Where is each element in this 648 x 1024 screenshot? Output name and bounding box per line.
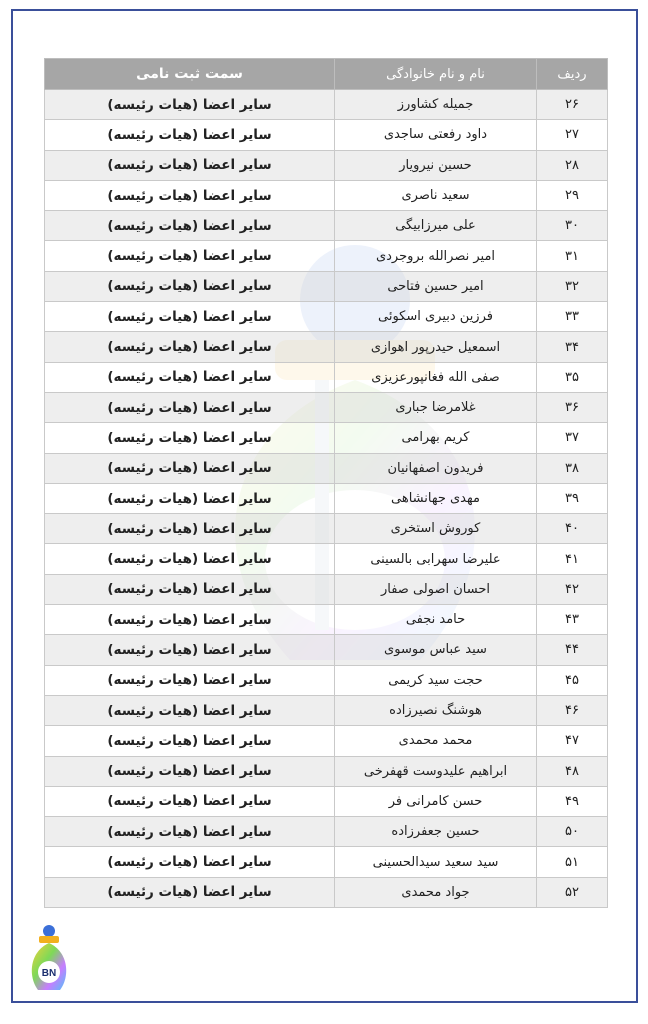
logo-text: BN — [41, 968, 57, 979]
full-name-cell: مهدی جهانشاهی — [335, 483, 537, 513]
registered-position-cell: سایر اعضا (هیات رئیسه) — [45, 605, 335, 635]
table-row — [45, 392, 608, 422]
table-row — [45, 241, 608, 271]
registered-position-cell: سایر اعضا (هیات رئیسه) — [45, 392, 335, 422]
registered-position-cell: سایر اعضا (هیات رئیسه) — [45, 120, 335, 150]
row-number-cell: ۳۶ — [537, 392, 608, 422]
table-row — [45, 635, 608, 665]
header-full-name: نام و نام خانوادگی — [335, 59, 537, 90]
registered-position-cell: سایر اعضا (هیات رئیسه) — [45, 817, 335, 847]
table-row — [45, 120, 608, 150]
table-row — [45, 90, 608, 120]
row-number-cell: ۴۰ — [537, 514, 608, 544]
table-row — [45, 786, 608, 816]
full-name-cell: اسمعیل حیدرپور اهوازی — [335, 332, 537, 362]
row-number-cell: ۵۱ — [537, 847, 608, 877]
row-number-cell: ۴۳ — [537, 605, 608, 635]
row-number-cell: ۳۷ — [537, 423, 608, 453]
row-number-cell: ۳۵ — [537, 362, 608, 392]
registered-position-cell: سایر اعضا (هیات رئیسه) — [45, 332, 335, 362]
full-name-cell: حامد نجفی — [335, 605, 537, 635]
table-row — [45, 726, 608, 756]
row-number-cell: ۳۲ — [537, 271, 608, 301]
registered-position-cell: سایر اعضا (هیات رئیسه) — [45, 756, 335, 786]
row-number-cell: ۲۹ — [537, 180, 608, 210]
row-number-cell: ۴۹ — [537, 786, 608, 816]
table-row — [45, 817, 608, 847]
registered-position-cell: سایر اعضا (هیات رئیسه) — [45, 514, 335, 544]
full-name-cell: غلامرضا جباری — [335, 392, 537, 422]
full-name-cell: محمد محمدی — [335, 726, 537, 756]
full-name-cell: حسین نیرویار — [335, 150, 537, 180]
table-row — [45, 271, 608, 301]
table-row — [45, 574, 608, 604]
table-row — [45, 332, 608, 362]
row-number-cell: ۴۶ — [537, 695, 608, 725]
row-number-cell: ۵۰ — [537, 817, 608, 847]
registered-position-cell: سایر اعضا (هیات رئیسه) — [45, 211, 335, 241]
table-row — [45, 180, 608, 210]
full-name-cell: امیر نصرالله بروجردی — [335, 241, 537, 271]
table-row — [45, 150, 608, 180]
full-name-cell: امیر حسین فتاحی — [335, 271, 537, 301]
header-registered-position: سمت ثبت نامی — [45, 59, 335, 90]
row-number-cell: ۲۸ — [537, 150, 608, 180]
full-name-cell: فریدون اصفهانیان — [335, 453, 537, 483]
row-number-cell: ۲۷ — [537, 120, 608, 150]
table-row — [45, 302, 608, 332]
registered-position-cell: سایر اعضا (هیات رئیسه) — [45, 90, 335, 120]
registered-position-cell: سایر اعضا (هیات رئیسه) — [45, 877, 335, 907]
registered-position-cell: سایر اعضا (هیات رئیسه) — [45, 271, 335, 301]
registered-position-cell: سایر اعضا (هیات رئیسه) — [45, 847, 335, 877]
full-name-cell: سید عباس موسوی — [335, 635, 537, 665]
table-header-row — [45, 59, 608, 90]
row-number-cell: ۴۷ — [537, 726, 608, 756]
registered-position-cell: سایر اعضا (هیات رئیسه) — [45, 665, 335, 695]
table-row — [45, 423, 608, 453]
row-number-cell: ۳۴ — [537, 332, 608, 362]
row-number-cell: ۳۸ — [537, 453, 608, 483]
full-name-cell: جمیله کشاورز — [335, 90, 537, 120]
table-row — [45, 544, 608, 574]
registered-position-cell: سایر اعضا (هیات رئیسه) — [45, 786, 335, 816]
registered-position-cell: سایر اعضا (هیات رئیسه) — [45, 362, 335, 392]
full-name-cell: سعید ناصری — [335, 180, 537, 210]
row-number-cell: ۳۱ — [537, 241, 608, 271]
table-row — [45, 877, 608, 907]
row-number-cell: ۳۰ — [537, 211, 608, 241]
registered-position-cell: سایر اعضا (هیات رئیسه) — [45, 241, 335, 271]
full-name-cell: حسین جعفرزاده — [335, 817, 537, 847]
full-name-cell: صفی الله فغانپورعزیزی — [335, 362, 537, 392]
table-row — [45, 695, 608, 725]
full-name-cell: حجت سید کریمی — [335, 665, 537, 695]
header-row-number: ردیف — [537, 59, 608, 90]
full-name-cell: احسان اصولی صفار — [335, 574, 537, 604]
table-row — [45, 483, 608, 513]
row-number-cell: ۳۹ — [537, 483, 608, 513]
full-name-cell: هوشنگ نصیرزاده — [335, 695, 537, 725]
full-name-cell: ابراهیم علیدوست قهفرخی — [335, 756, 537, 786]
full-name-cell: فرزین دبیری اسکوئی — [335, 302, 537, 332]
registered-position-cell: سایر اعضا (هیات رئیسه) — [45, 695, 335, 725]
full-name-cell: کریم بهرامی — [335, 423, 537, 453]
full-name-cell: جواد محمدی — [335, 877, 537, 907]
table-row — [45, 514, 608, 544]
row-number-cell: ۴۴ — [537, 635, 608, 665]
full-name-cell: سید سعید سیدالحسینی — [335, 847, 537, 877]
row-number-cell: ۵۲ — [537, 877, 608, 907]
registered-position-cell: سایر اعضا (هیات رئیسه) — [45, 544, 335, 574]
full-name-cell: حسن کامرانی فر — [335, 786, 537, 816]
row-number-cell: ۳۳ — [537, 302, 608, 332]
registered-position-cell: سایر اعضا (هیات رئیسه) — [45, 726, 335, 756]
table-row — [45, 211, 608, 241]
registered-position-cell: سایر اعضا (هیات رئیسه) — [45, 423, 335, 453]
row-number-cell: ۴۱ — [537, 544, 608, 574]
bn-logo-icon — [24, 922, 74, 994]
table-row — [45, 847, 608, 877]
registered-position-cell: سایر اعضا (هیات رئیسه) — [45, 483, 335, 513]
full-name-cell: علی میرزابیگی — [335, 211, 537, 241]
registered-position-cell: سایر اعضا (هیات رئیسه) — [45, 574, 335, 604]
registered-position-cell: سایر اعضا (هیات رئیسه) — [45, 453, 335, 483]
table-row — [45, 665, 608, 695]
full-name-cell: داود رفعتی ساجدی — [335, 120, 537, 150]
registered-position-cell: سایر اعضا (هیات رئیسه) — [45, 302, 335, 332]
table-row — [45, 362, 608, 392]
row-number-cell: ۴۸ — [537, 756, 608, 786]
table-row — [45, 605, 608, 635]
members-table — [44, 58, 608, 908]
table-row — [45, 453, 608, 483]
row-number-cell: ۴۵ — [537, 665, 608, 695]
full-name-cell: کوروش استخری — [335, 514, 537, 544]
table-row — [45, 756, 608, 786]
full-name-cell: علیرضا سهرابی بالسینی — [335, 544, 537, 574]
registered-position-cell: سایر اعضا (هیات رئیسه) — [45, 635, 335, 665]
row-number-cell: ۲۶ — [537, 90, 608, 120]
registered-position-cell: سایر اعضا (هیات رئیسه) — [45, 150, 335, 180]
row-number-cell: ۴۲ — [537, 574, 608, 604]
registered-position-cell: سایر اعضا (هیات رئیسه) — [45, 180, 335, 210]
